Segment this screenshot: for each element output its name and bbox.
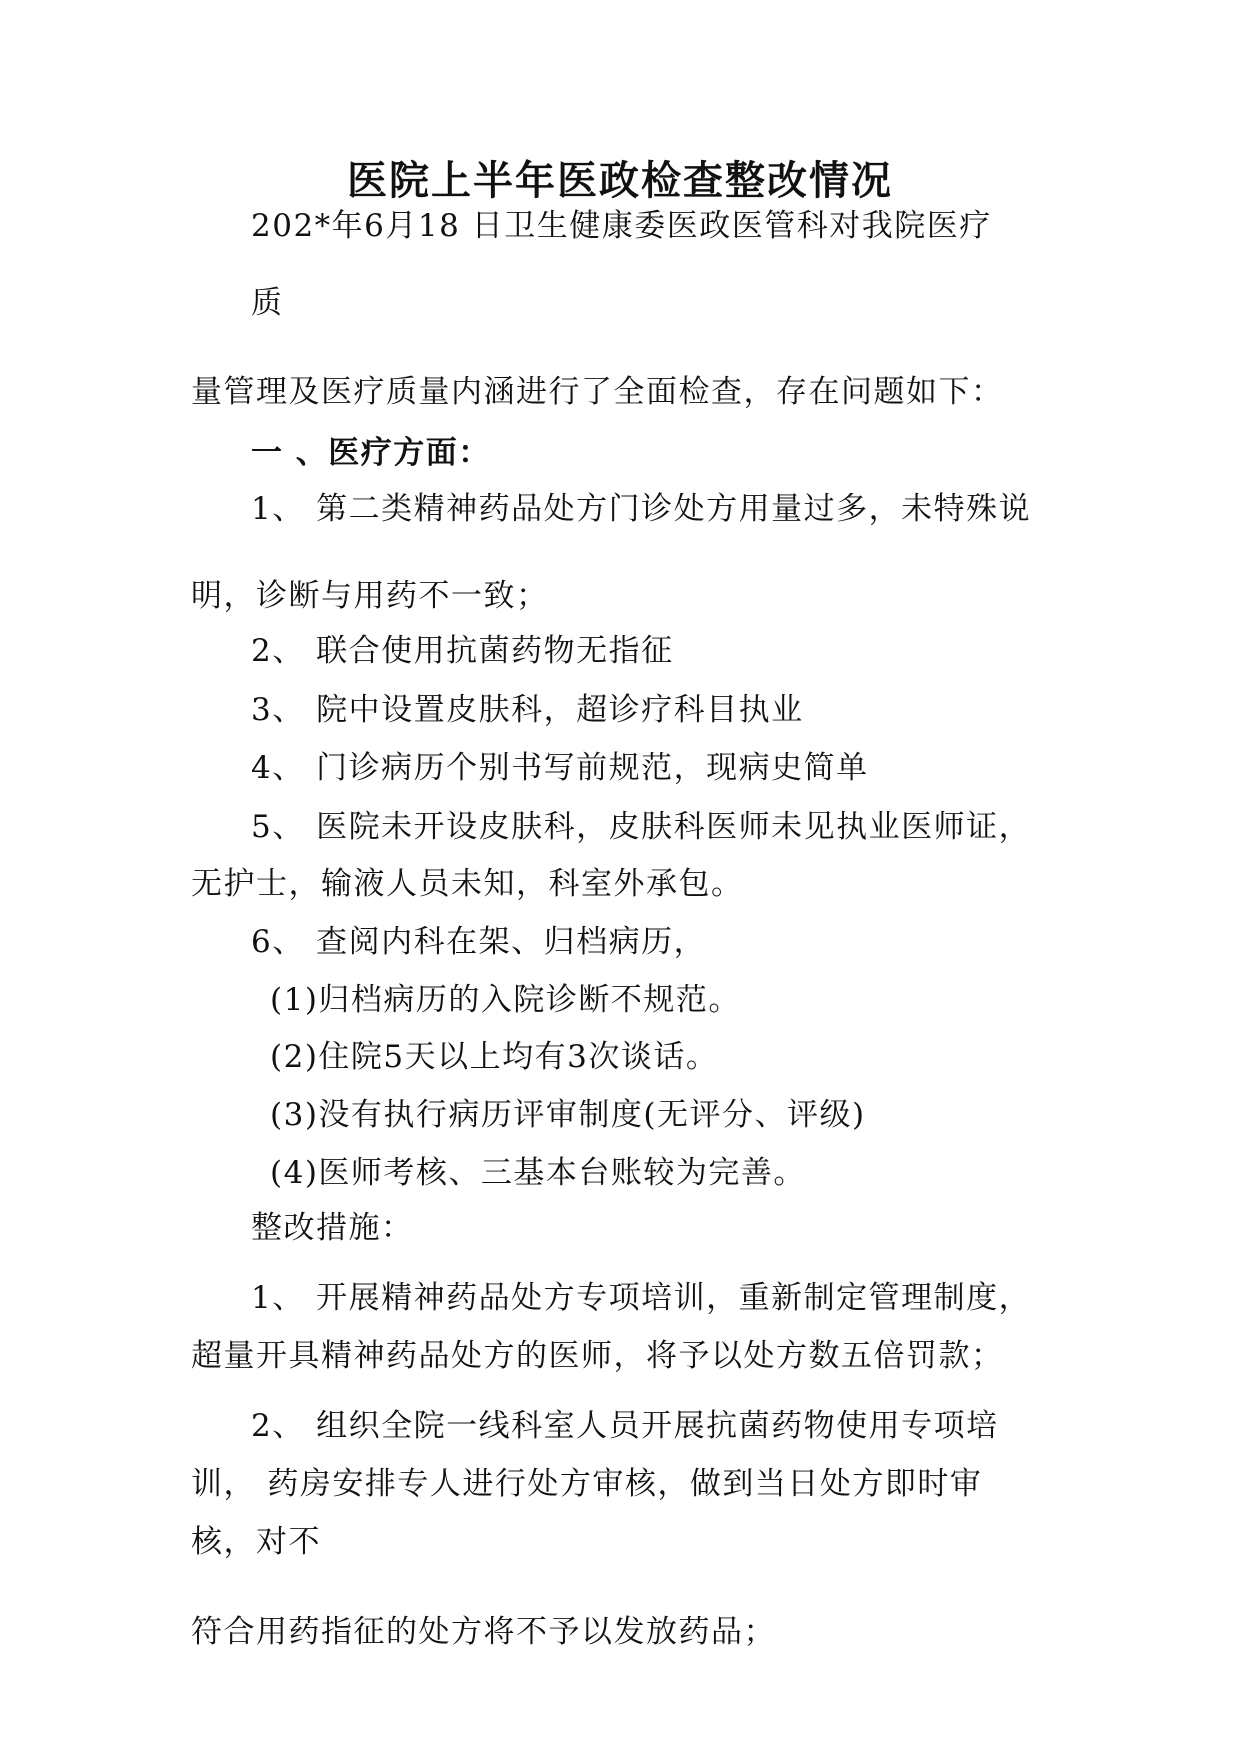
measures-heading: 整改措施： xyxy=(251,1210,414,1246)
sub-item-1: (1)归档病历的入院诊断不规范。 xyxy=(270,982,741,1018)
sub-item-2: (2)住院5天以上均有3次谈话。 xyxy=(270,1039,719,1075)
issue-5-line-2: 无护士，输液人员未知，科室外承包。 xyxy=(191,866,744,902)
measure-2-line-3: 核，对不 xyxy=(191,1524,321,1560)
sub-item-3: (3)没有执行病历评审制度(无评分、评级) xyxy=(270,1097,866,1133)
issue-2: 2、 联合使用抗菌药物无指征 xyxy=(251,633,674,669)
section-heading-medical: 一 、医疗方面： xyxy=(251,435,491,471)
issue-1-line-1: 1、 第二类精神药品处方门诊处方用量过多，未特殊说 xyxy=(251,491,1032,527)
issue-3: 3、 院中设置皮肤科，超诊疗科目执业 xyxy=(251,692,804,728)
measure-2-line-1: 2、 组织全院一线科室人员开展抗菌药物使用专项培 xyxy=(251,1408,999,1444)
measure-2-line-4: 符合用药指征的处方将不予以发放药品； xyxy=(191,1614,776,1650)
issue-6: 6、 查阅内科在架、归档病历， xyxy=(251,924,707,960)
intro-line-2: 质 xyxy=(251,285,284,321)
document-title: 医院上半年医政检查整改情况 xyxy=(347,158,893,204)
intro-line-3: 量管理及医疗质量内涵进行了全面检查，存在问题如下： xyxy=(191,374,1004,410)
issue-5-line-1: 5、 医院未开设皮肤科，皮肤科医师未见执业医师证， xyxy=(251,809,1032,845)
measure-1-line-1: 1、 开展精神药品处方专项培训，重新制定管理制度， xyxy=(251,1280,1032,1316)
issue-4: 4、 门诊病历个别书写前规范，现病史简单 xyxy=(251,750,869,786)
intro-line-1: 202*年6月18 日卫生健康委医政医管科对我院医疗 xyxy=(251,208,992,244)
sub-item-4: (4)医师考核、三基本台账较为完善。 xyxy=(270,1155,806,1191)
measure-2-line-2: 训， 药房安排专人进行处方审核，做到当日处方即时审 xyxy=(191,1466,983,1502)
issue-1-line-2: 明，诊断与用药不一致； xyxy=(191,578,549,614)
measure-1-line-2: 超量开具精神药品处方的医师，将予以处方数五倍罚款； xyxy=(191,1338,1004,1374)
